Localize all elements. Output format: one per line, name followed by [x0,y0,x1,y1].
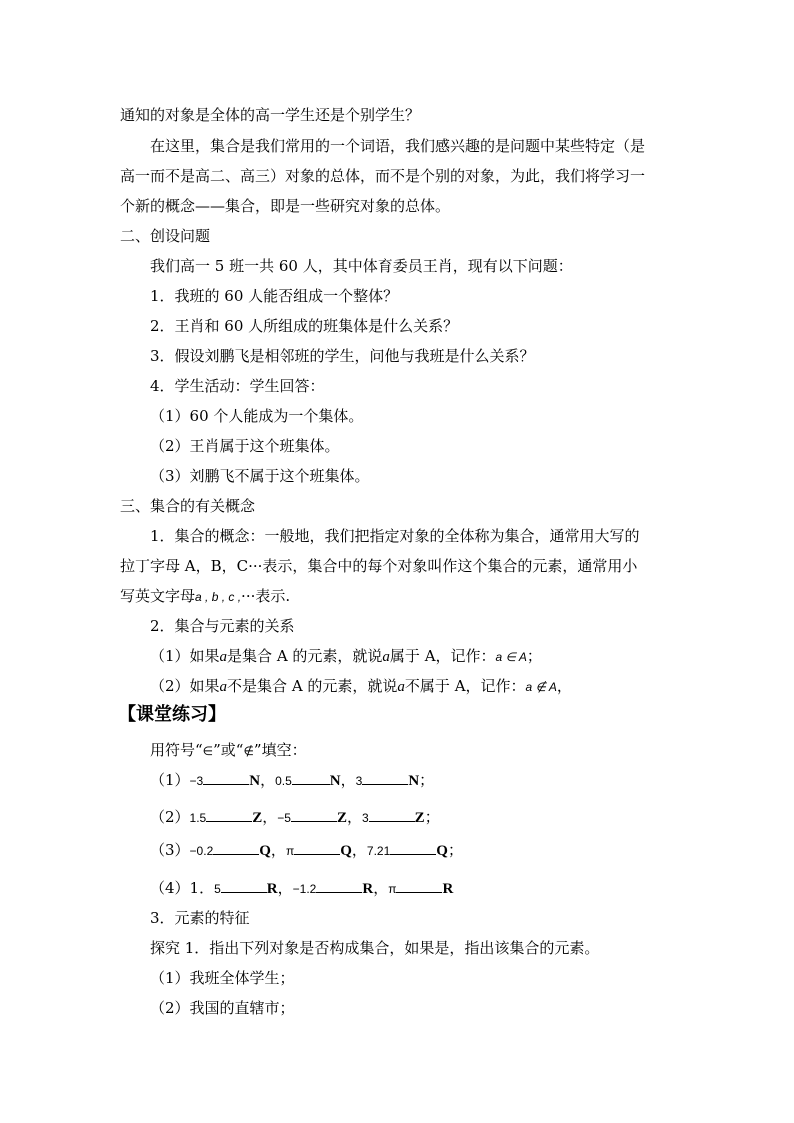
item-number: （3） [150,841,190,859]
answer-blank[interactable] [221,878,267,893]
set-symbol: N [408,773,420,789]
set-symbol: Z [252,810,263,826]
answer-blank[interactable] [316,878,362,893]
answer-blank[interactable] [362,770,408,785]
paragraph-line [120,586,290,607]
question-item: 2．王肖和 60 人所组成的班集体是什么关系？ [150,317,459,335]
answer-item: （2）王肖属于这个班集体。 [150,437,340,455]
set-symbol: R [362,881,374,897]
exercise-item [150,878,453,899]
text-run: 是集合 A 的元素，就说 [227,647,383,665]
separator: ， [373,879,389,897]
set-symbol: N [329,773,341,789]
text-run: ”或“ [213,741,244,759]
text-run: ； [526,647,542,665]
separator: ， [270,841,286,859]
element-of-symbol: ∈ [202,744,214,758]
paragraph-line: 1．集合的概念：一般地，我们把指定对象的全体称为集合，通常用大写的 [150,527,640,545]
answer-blank[interactable] [203,770,249,785]
paragraph-line: 我们高一 5 班一共 60 人，其中体育委员王肖，现有以下问题： [150,257,573,275]
exercise-instruction [150,740,307,761]
number-value: π [388,882,397,896]
section-heading: 二、创设问题 [120,227,211,245]
math-variable: a [219,679,228,695]
exploration-item: （1）我班全体学生； [150,969,295,987]
exercise-item [150,770,434,791]
not-element-of-symbol: ∉ [243,744,254,758]
number-value: π [285,844,295,858]
set-symbol: N [249,773,261,789]
paragraph-line: 通知的对象是全体的高一学生还是个别学生？ [120,106,421,124]
paragraph-line: 高一而不是高二、高三）对象的总体，而不是个别的对象，为此，我们将学习一 [120,167,646,185]
number-value: −5 [277,811,291,825]
math-expression: a ∈ A [495,650,527,664]
answer-blank[interactable] [206,807,252,822]
section-heading: 三、集合的有关概念 [120,497,256,515]
math-variables: a , b , c , [195,590,242,604]
set-symbol: Q [259,843,271,859]
separator: ； [447,841,463,859]
text-run: （1）如果 [150,647,220,665]
paragraph-line: 在这里，集合是我们常用的一个词语，我们感兴趣的是问题中某些特定（是 [150,137,646,155]
text-run: ···表示. [241,587,291,605]
text-run: ”填空： [253,741,307,759]
set-symbol: Q [436,843,448,859]
exercise-item [150,807,440,828]
number-value: 0.5 [275,774,292,788]
answer-blank[interactable] [291,807,337,822]
answer-blank[interactable] [396,878,442,893]
number-value: 7.21 [366,844,391,858]
question-item: 4．学生活动：学生回答： [150,377,325,395]
text-run: ， [556,677,572,695]
text-run: 写英文字母 [120,587,196,605]
item-number: （4）1． [150,879,215,897]
separator: ， [262,808,278,826]
answer-item: （3）刘鹏飞不属于这个班集体。 [150,467,370,485]
answer-blank[interactable] [213,840,259,855]
math-variable: a [382,649,390,665]
text-run: 不是集合 A 的元素，就说 [227,677,398,695]
set-symbol: R [266,881,278,897]
number-value: 1.5 [189,811,207,825]
number-value: 5 [214,882,221,896]
answer-blank[interactable] [390,840,436,855]
paragraph-line: 3．元素的特征 [150,909,250,927]
separator: ， [260,771,276,789]
number-value: −0.2 [189,844,214,858]
paragraph-line: 探究 1．指出下列对象是否构成集合，如果是，指出该集合的元素。 [150,939,600,957]
question-item: 3．假设刘鹏飞是相邻班的学生，问他与我班是什么关系？ [150,347,535,365]
item-number: （1） [150,771,190,789]
set-symbol: Z [336,810,347,826]
relation-item [150,646,542,667]
text-run: 用符号“ [150,741,203,759]
text-run: （2）如果 [150,677,220,695]
paragraph-line: 2．集合与元素的关系 [150,617,295,635]
separator: ， [351,841,367,859]
relation-item [150,676,572,697]
set-symbol: Z [414,810,425,826]
number-value: −3 [189,774,204,788]
question-item: 1．我班的 60 人能否组成一个整体？ [150,287,399,305]
separator: ， [340,771,356,789]
separator: ； [419,771,435,789]
number-value: 3 [355,774,363,788]
number-value: 3 [361,811,369,825]
separator: ， [277,879,293,897]
set-symbol: Q [340,843,352,859]
practice-heading: 【课堂练习】 [118,704,226,725]
number-value: −1.2 [292,882,317,896]
paragraph-line: 个新的概念——集合，即是一些研究对象的总体。 [120,197,451,215]
separator: ； [424,808,440,826]
exploration-item: （2）我国的直辖市； [150,999,295,1017]
set-symbol: R [442,881,454,897]
answer-blank[interactable] [294,840,340,855]
exercise-item [150,840,463,861]
text-run: 属于 A，记作： [389,647,496,665]
math-variable: a [397,679,405,695]
math-expression: a ∉ A [525,680,557,694]
item-number: （2） [150,808,190,826]
separator: ， [346,808,362,826]
text-run: 不属于 A，记作： [404,677,526,695]
answer-blank[interactable] [369,807,415,822]
math-variable: a [219,649,228,665]
answer-blank[interactable] [292,770,330,785]
answer-item: （1）60 个人能成为一个集体。 [150,407,364,425]
paragraph-line: 拉丁字母 A，B，C···表示，集合中的每个对象叫作这个集合的元素，通常用小 [120,557,638,575]
